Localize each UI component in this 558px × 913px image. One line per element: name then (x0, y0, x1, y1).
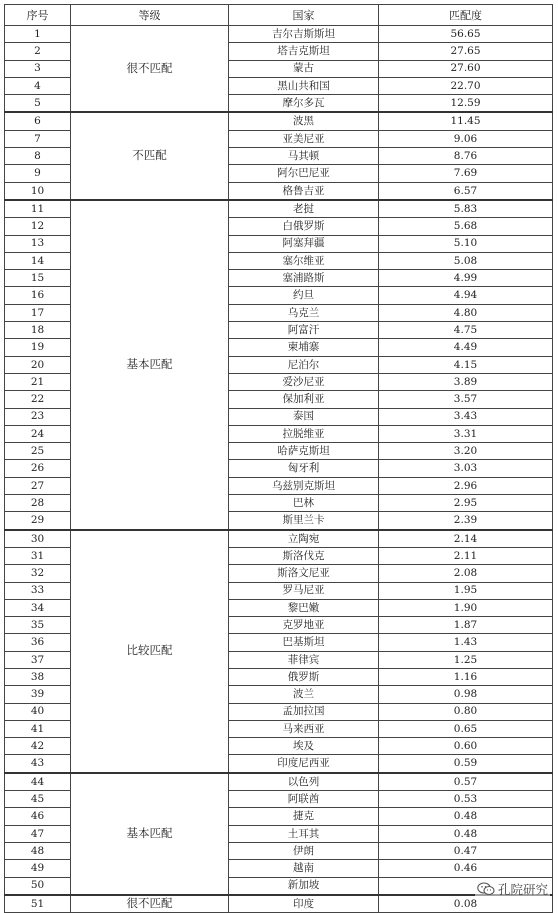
match-cell: 4.75 (379, 322, 553, 339)
match-cell: 11.45 (379, 112, 553, 130)
match-cell: 4.15 (379, 356, 553, 373)
watermark-text: 孔院研究 (497, 882, 548, 897)
match-cell: 3.89 (379, 373, 553, 390)
header-match: 匹配度 (379, 5, 553, 26)
match-cell: 0.60 (379, 738, 553, 755)
table-row (5, 200, 553, 218)
match-cell: 2.96 (379, 477, 553, 494)
seq-cell: 46 (5, 808, 71, 825)
country-cell: 亚美尼亚 (229, 130, 379, 147)
match-cell: 5.10 (379, 235, 553, 252)
country-cell: 印度尼西亚 (229, 755, 379, 773)
seq-cell: 33 (5, 582, 71, 599)
match-cell: 3.57 (379, 391, 553, 408)
country-cell: 柬埔寨 (229, 339, 379, 356)
seq-cell: 38 (5, 668, 71, 685)
seq-cell: 51 (5, 895, 71, 913)
country-cell: 蒙古 (229, 60, 379, 77)
country-cell: 吉尔吉斯斯坦 (229, 26, 379, 43)
seq-cell: 22 (5, 391, 71, 408)
watermark (475, 880, 550, 898)
match-cell: 8.76 (379, 148, 553, 165)
country-cell: 孟加拉国 (229, 703, 379, 720)
country-cell: 罗马尼亚 (229, 582, 379, 599)
match-cell: 56.65 (379, 26, 553, 43)
match-cell: 0.98 (379, 686, 553, 703)
match-cell: 5.08 (379, 252, 553, 269)
grade-cell: 不匹配 (71, 112, 229, 199)
country-cell: 乌兹别克斯坦 (229, 477, 379, 494)
country-cell: 尼泊尔 (229, 356, 379, 373)
match-cell: 0.65 (379, 720, 553, 737)
match-cell: 0.80 (379, 703, 553, 720)
match-cell: 5.68 (379, 218, 553, 235)
match-cell: 6.57 (379, 182, 553, 200)
match-cell: 1.95 (379, 582, 553, 599)
country-cell: 斯洛文尼亚 (229, 565, 379, 582)
match-cell: 4.94 (379, 287, 553, 304)
match-cell: 3.31 (379, 425, 553, 442)
country-cell: 波黑 (229, 112, 379, 130)
country-cell: 斯里兰卡 (229, 512, 379, 530)
country-cell: 巴基斯坦 (229, 634, 379, 651)
country-cell: 立陶宛 (229, 530, 379, 548)
seq-cell: 36 (5, 634, 71, 651)
match-cell: 1.25 (379, 651, 553, 668)
header-country: 国家 (229, 5, 379, 26)
grade-cell: 很不匹配 (71, 895, 229, 913)
seq-cell: 29 (5, 512, 71, 530)
match-cell: 0.53 (379, 791, 553, 808)
seq-cell: 43 (5, 755, 71, 773)
match-cell: 2.39 (379, 512, 553, 530)
country-cell: 马其顿 (229, 148, 379, 165)
table-row (5, 26, 553, 43)
seq-cell: 37 (5, 651, 71, 668)
country-cell: 印度 (229, 895, 379, 913)
country-cell: 阿塞拜疆 (229, 235, 379, 252)
seq-cell: 1 (5, 26, 71, 43)
country-cell: 菲律宾 (229, 651, 379, 668)
country-cell: 俄罗斯 (229, 668, 379, 685)
match-cell: 27.65 (379, 43, 553, 60)
seq-cell: 47 (5, 825, 71, 842)
country-cell: 约旦 (229, 287, 379, 304)
seq-cell: 32 (5, 565, 71, 582)
seq-cell: 23 (5, 408, 71, 425)
match-cell: 0.08 (379, 895, 553, 913)
seq-cell: 19 (5, 339, 71, 356)
country-cell: 克罗地亚 (229, 617, 379, 634)
seq-cell: 49 (5, 860, 71, 877)
match-cell: 4.80 (379, 304, 553, 321)
match-cell: 12.59 (379, 95, 553, 113)
seq-cell: 14 (5, 252, 71, 269)
seq-cell: 39 (5, 686, 71, 703)
country-cell: 阿联酋 (229, 791, 379, 808)
match-cell: 2.08 (379, 565, 553, 582)
country-cell: 巴林 (229, 495, 379, 512)
country-cell: 乌克兰 (229, 304, 379, 321)
country-cell: 保加利亚 (229, 391, 379, 408)
match-cell: 22.70 (379, 77, 553, 94)
seq-cell: 45 (5, 791, 71, 808)
match-table (4, 4, 553, 913)
country-cell: 白俄罗斯 (229, 218, 379, 235)
match-cell: 7.69 (379, 165, 553, 182)
seq-cell: 8 (5, 148, 71, 165)
wechat-icon (477, 882, 495, 896)
match-cell: 0.46 (379, 860, 553, 877)
seq-cell: 7 (5, 130, 71, 147)
country-cell: 塔吉克斯坦 (229, 43, 379, 60)
seq-cell: 20 (5, 356, 71, 373)
country-cell: 爱沙尼亚 (229, 373, 379, 390)
country-cell: 越南 (229, 860, 379, 877)
country-cell: 拉脱维亚 (229, 425, 379, 442)
seq-cell: 34 (5, 599, 71, 616)
match-cell: 27.60 (379, 60, 553, 77)
country-cell: 马来西亚 (229, 720, 379, 737)
match-cell: 4.49 (379, 339, 553, 356)
header-grade: 等级 (71, 5, 229, 26)
grade-cell: 比较匹配 (71, 530, 229, 773)
country-cell: 以色列 (229, 773, 379, 791)
seq-cell: 48 (5, 842, 71, 859)
country-cell: 塞尔维亚 (229, 252, 379, 269)
country-cell: 摩尔多瓦 (229, 95, 379, 113)
seq-cell: 42 (5, 738, 71, 755)
country-cell: 泰国 (229, 408, 379, 425)
match-cell: 2.95 (379, 495, 553, 512)
match-cell: 1.87 (379, 617, 553, 634)
seq-cell: 16 (5, 287, 71, 304)
seq-cell: 2 (5, 43, 71, 60)
seq-cell: 24 (5, 425, 71, 442)
table-body (5, 26, 553, 913)
country-cell: 塞浦路斯 (229, 270, 379, 287)
match-cell: 3.43 (379, 408, 553, 425)
seq-cell: 11 (5, 200, 71, 218)
header-row (5, 5, 553, 26)
country-cell: 黑山共和国 (229, 77, 379, 94)
country-cell: 伊朗 (229, 842, 379, 859)
match-cell: 9.06 (379, 130, 553, 147)
seq-cell: 28 (5, 495, 71, 512)
country-cell: 斯洛伐克 (229, 547, 379, 564)
country-cell: 老挝 (229, 200, 379, 218)
seq-cell: 31 (5, 547, 71, 564)
country-cell: 阿尔巴尼亚 (229, 165, 379, 182)
match-cell: 2.11 (379, 547, 553, 564)
match-cell: 4.99 (379, 270, 553, 287)
country-cell: 捷克 (229, 808, 379, 825)
country-cell: 格鲁吉亚 (229, 182, 379, 200)
match-cell: 0.57 (379, 773, 553, 791)
seq-cell: 25 (5, 443, 71, 460)
country-cell: 哈萨克斯坦 (229, 443, 379, 460)
seq-cell: 5 (5, 95, 71, 113)
seq-cell: 44 (5, 773, 71, 791)
header-seq: 序号 (5, 5, 71, 26)
seq-cell: 10 (5, 182, 71, 200)
country-cell: 阿富汗 (229, 322, 379, 339)
seq-cell: 50 (5, 877, 71, 895)
seq-cell: 21 (5, 373, 71, 390)
match-cell: 1.43 (379, 634, 553, 651)
seq-cell: 30 (5, 530, 71, 548)
seq-cell: 41 (5, 720, 71, 737)
match-cell: 0.48 (379, 825, 553, 842)
match-cell: 5.83 (379, 200, 553, 218)
seq-cell: 6 (5, 112, 71, 130)
match-cell: 1.90 (379, 599, 553, 616)
seq-cell: 17 (5, 304, 71, 321)
table-row (5, 530, 553, 548)
grade-cell: 基本匹配 (71, 200, 229, 530)
seq-cell: 12 (5, 218, 71, 235)
country-cell: 土耳其 (229, 825, 379, 842)
match-cell: 1.16 (379, 668, 553, 685)
match-cell: 0.47 (379, 842, 553, 859)
grade-cell: 很不匹配 (71, 26, 229, 113)
country-cell: 新加坡 (229, 877, 379, 895)
seq-cell: 35 (5, 617, 71, 634)
seq-cell: 27 (5, 477, 71, 494)
seq-cell: 18 (5, 322, 71, 339)
seq-cell: 3 (5, 60, 71, 77)
table-row (5, 112, 553, 130)
table-row (5, 773, 553, 791)
match-cell: 0.59 (379, 755, 553, 773)
seq-cell: 4 (5, 77, 71, 94)
country-cell: 黎巴嫩 (229, 599, 379, 616)
grade-cell: 基本匹配 (71, 773, 229, 895)
seq-cell: 9 (5, 165, 71, 182)
seq-cell: 40 (5, 703, 71, 720)
table-row (5, 895, 553, 913)
seq-cell: 13 (5, 235, 71, 252)
match-cell: 3.03 (379, 460, 553, 477)
country-cell: 波兰 (229, 686, 379, 703)
match-cell: 0.48 (379, 808, 553, 825)
seq-cell: 15 (5, 270, 71, 287)
country-cell: 埃及 (229, 738, 379, 755)
seq-cell: 26 (5, 460, 71, 477)
match-cell: 3.20 (379, 443, 553, 460)
country-cell: 匈牙利 (229, 460, 379, 477)
match-cell: 2.14 (379, 530, 553, 548)
